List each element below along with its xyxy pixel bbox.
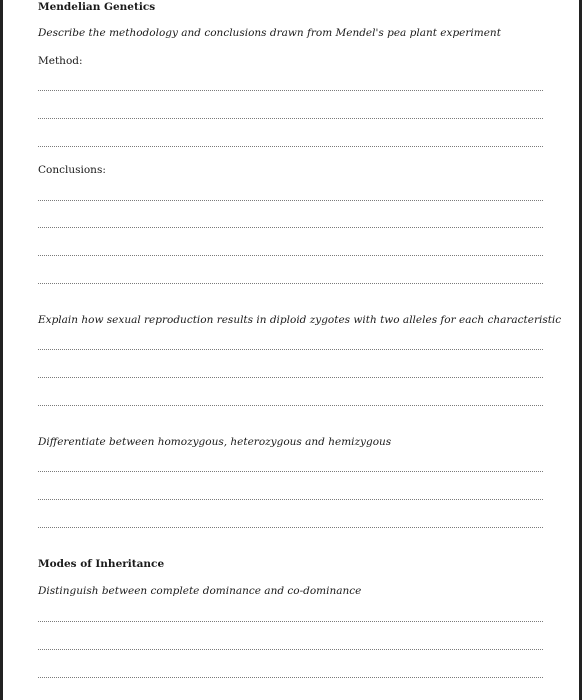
question-diploid-zygotes: Explain how sexual reproduction results in diploid zygotes with two alleles for each characteristic [38,314,562,326]
answer-line-method-1[interactable] [38,90,543,91]
section-heading-mendelian-genetics: Mendelian Genetics [38,1,156,13]
answer-line-dominance-3[interactable] [38,677,543,678]
conclusions-label: Conclusions: [38,164,106,176]
method-label: Method: [38,55,83,67]
answer-line-method-2[interactable] [38,118,543,119]
answer-line-method-3[interactable] [38,146,543,147]
page-border-right [579,0,582,700]
question-zygosity: Differentiate between homozygous, heterozygous and hemizygous [38,436,392,448]
answer-line-conclusions-1[interactable] [38,200,543,201]
answer-line-zygosity-2[interactable] [38,499,543,500]
answer-line-diploid-2[interactable] [38,377,543,378]
answer-line-conclusions-3[interactable] [38,255,543,256]
answer-line-diploid-1[interactable] [38,349,543,350]
section-heading-modes-of-inheritance: Modes of Inheritance [38,558,165,570]
answer-line-diploid-3[interactable] [38,405,543,406]
question-dominance: Distinguish between complete dominance and co-dominance [38,585,362,597]
page-border-left [0,0,3,700]
answer-line-conclusions-4[interactable] [38,283,543,284]
answer-line-dominance-2[interactable] [38,649,543,650]
question-methodology: Describe the methodology and conclusions drawn from Mendel's pea plant experiment [38,27,501,39]
answer-line-zygosity-3[interactable] [38,527,543,528]
answer-line-dominance-1[interactable] [38,621,543,622]
answer-line-zygosity-1[interactable] [38,471,543,472]
answer-line-conclusions-2[interactable] [38,227,543,228]
